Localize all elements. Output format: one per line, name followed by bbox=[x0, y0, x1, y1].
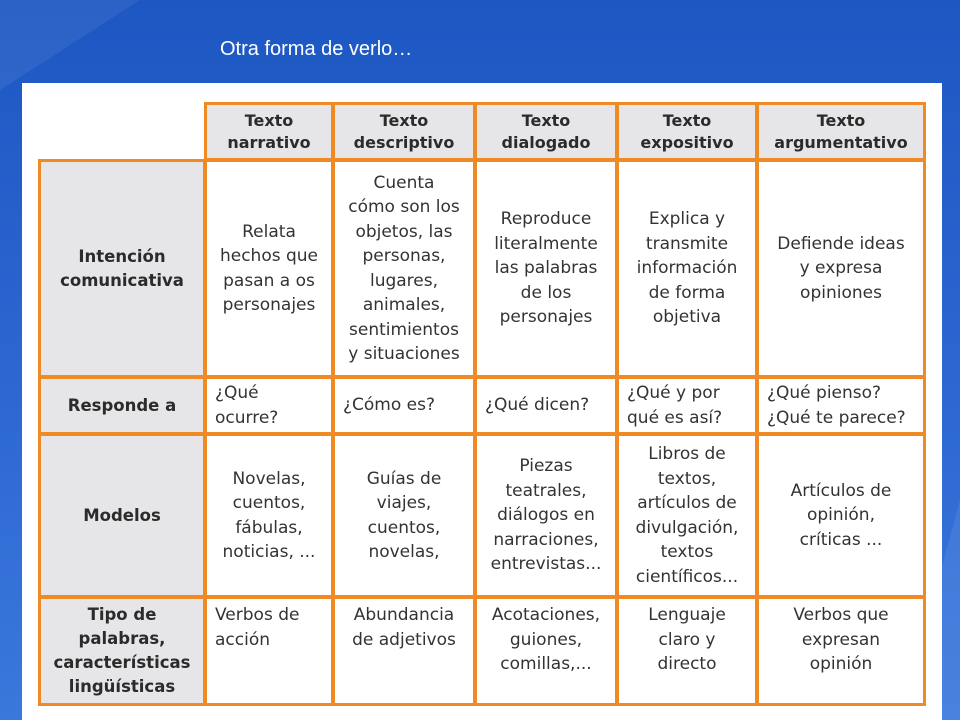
row-header-responde: Responde a bbox=[38, 376, 206, 435]
table-cell: Piezas teatrales, diálogos en narraciones, entrevistas... bbox=[474, 433, 618, 598]
column-header-dialogado: Texto dialogado bbox=[474, 102, 618, 161]
background-decoration-top bbox=[0, 0, 140, 90]
table-cell: Acotaciones, guiones, comillas,... bbox=[474, 596, 618, 706]
table-cell: Defiende ideas y expresa opiniones bbox=[756, 159, 926, 378]
table-cell: ¿Qué dicen? bbox=[474, 376, 618, 435]
row-header-tipo-palabras: Tipo de palabras, características lingüísticas bbox=[38, 596, 206, 706]
table-cell: Artículos de opinión, críticas ... bbox=[756, 433, 926, 598]
table-cell: ¿Qué pienso? ¿Qué te parece? bbox=[756, 376, 926, 435]
table-cell: Explica y transmite información de forma objetiva bbox=[616, 159, 758, 378]
column-header-narrativo: Texto narrativo bbox=[204, 102, 334, 161]
slide-title: Otra forma de verlo… bbox=[220, 38, 413, 60]
table-cell: Abundancia de adjetivos bbox=[332, 596, 476, 706]
table-cell: Cuenta cómo son los objetos, las personas, lugares, animales, sentimientos y situaciones bbox=[332, 159, 476, 378]
table-panel bbox=[22, 83, 942, 720]
table-cell: Relata hechos que pasan a os personajes bbox=[204, 159, 334, 378]
row-header-modelos: Modelos bbox=[38, 433, 206, 598]
table-cell: ¿Qué ocurre? bbox=[204, 376, 334, 435]
table-cell: Novelas, cuentos, fábulas, noticias, ... bbox=[204, 433, 334, 598]
table-cell: Verbos que expresan opinión bbox=[756, 596, 926, 706]
table-cell: Guías de viajes, cuentos, novelas, bbox=[332, 433, 476, 598]
column-header-expositivo: Texto expositivo bbox=[616, 102, 758, 161]
table-cell: Libros de textos, artículos de divulgación, textos científicos... bbox=[616, 433, 758, 598]
table-cell: Reproduce literalmente las palabras de los personajes bbox=[474, 159, 618, 378]
table-cell: ¿Cómo es? bbox=[332, 376, 476, 435]
column-header-argumentativo: Texto argumentativo bbox=[756, 102, 926, 161]
table-cell: Lenguaje claro y directo bbox=[616, 596, 758, 706]
table-cell: Verbos de acción bbox=[204, 596, 334, 706]
table-cell: ¿Qué y por qué es así? bbox=[616, 376, 758, 435]
column-header-descriptivo: Texto descriptivo bbox=[332, 102, 476, 161]
row-header-intencion: Intención comunicativa bbox=[38, 159, 206, 378]
